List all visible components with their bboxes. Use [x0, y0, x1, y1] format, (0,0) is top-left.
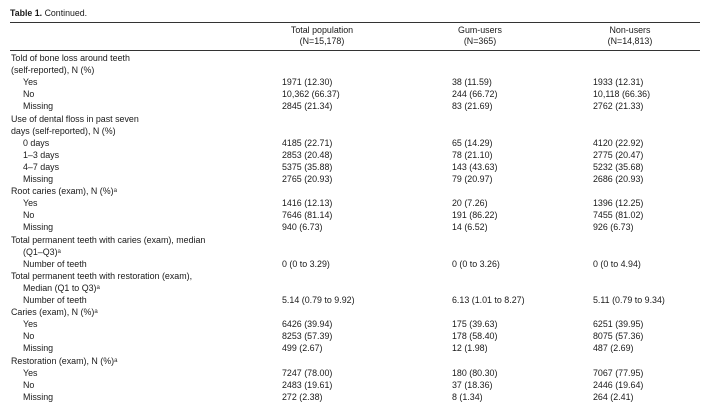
table-row [0, 150, 710, 161]
row-label: Missing [23, 101, 54, 112]
table-row [0, 295, 710, 306]
table-caption-suffix: Continued. [44, 8, 88, 18]
table-row [0, 247, 710, 258]
row-label: Yes [23, 319, 38, 330]
table-row [0, 174, 710, 185]
table-row [0, 53, 710, 64]
table-row [0, 186, 710, 197]
table-row [0, 259, 710, 270]
row-label: (Q1–Q3)ᵃ [23, 246, 61, 257]
row-label: No [23, 210, 35, 221]
row-label: No [23, 331, 35, 342]
table-row [0, 331, 710, 342]
table-row [0, 65, 710, 76]
cell-gum-users: 0 (0 to 3.26) [452, 258, 500, 269]
table-row [0, 368, 710, 379]
cell-gum-users: 6.13 (1.01 to 8.27) [452, 295, 525, 305]
cell-total-population: 2845 (21.34) [282, 101, 333, 112]
row-label: Use of dental floss in past seven [11, 113, 139, 124]
cell-non-users: 8075 (57.36) [593, 331, 644, 342]
row-label: Caries (exam), N (%)ᵃ [11, 307, 98, 318]
cell-non-users: 926 (6.73) [593, 222, 634, 233]
column-header-non-users [580, 25, 680, 47]
row-label: 0 days [23, 137, 50, 148]
row-label: Yes [23, 77, 38, 88]
cell-gum-users: 38 (11.59) [452, 77, 492, 88]
table-row [0, 114, 710, 125]
table-row [0, 77, 710, 88]
column-header-n: (N=365) [463, 36, 497, 46]
cell-total-population: 1416 (12.13) [282, 198, 333, 209]
table-row [0, 138, 710, 149]
row-label: Median (Q1 to Q3)ᵃ [23, 282, 100, 293]
row-label: Told of bone loss around teeth [11, 53, 130, 63]
cell-non-users: 487 (2.69) [593, 343, 634, 354]
cell-non-users: 2686 (20.93) [593, 174, 644, 184]
table-row [0, 343, 710, 354]
table-row [0, 210, 710, 221]
column-header-n: (N=14,813) [607, 36, 653, 46]
column-header-name: Non-users [609, 25, 651, 35]
cell-gum-users: 37 (18.36) [452, 379, 493, 390]
cell-gum-users: 83 (21.69) [452, 101, 493, 112]
cell-total-population: 2765 (20.93) [282, 174, 333, 184]
cell-total-population: 8253 (57.39) [282, 331, 333, 342]
header-bottom-rule [10, 50, 700, 51]
row-label: Missing [23, 174, 54, 184]
cell-gum-users: 14 (6.52) [452, 222, 488, 233]
column-header-gum-users [430, 25, 530, 47]
cell-total-population: 499 (2.67) [282, 343, 323, 354]
column-header-name: Total population [290, 25, 354, 35]
row-label: Restoration (exam), N (%)ᵃ [11, 355, 118, 366]
row-label: 1–3 days [23, 149, 60, 160]
cell-non-users: 264 (2.41) [593, 391, 634, 402]
cell-non-users: 7067 (77.95) [593, 367, 644, 378]
table-row [0, 89, 710, 100]
cell-total-population: 4185 (22.71) [282, 137, 333, 148]
cell-total-population: 0 (0 to 3.29) [282, 258, 330, 269]
table-row [0, 271, 710, 282]
cell-gum-users: 180 (80.30) [452, 367, 498, 378]
table-row [0, 222, 710, 233]
table-row [0, 162, 710, 173]
cell-gum-users: 143 (43.63) [452, 161, 498, 172]
cell-gum-users: 8 (1.34) [452, 391, 483, 402]
row-label: No [23, 379, 35, 390]
column-header-name: Gum-users [458, 25, 502, 35]
row-label: Missing [23, 391, 54, 402]
table-row [0, 307, 710, 318]
row-label: Number of teeth [23, 258, 87, 269]
table-row [0, 319, 710, 330]
table-row [0, 356, 710, 367]
row-label: Total permanent teeth with restoration (exam), [11, 270, 193, 281]
cell-non-users: 0 (0 to 4.94) [593, 258, 641, 269]
cell-gum-users: 244 (66.72) [452, 89, 498, 100]
column-header-n: (N=15,178) [299, 36, 345, 46]
cell-total-population: 1971 (12.30) [282, 77, 333, 88]
table-row [0, 392, 710, 403]
table-caption [10, 8, 87, 18]
cell-gum-users: 78 (21.10) [452, 149, 493, 160]
table-row [0, 101, 710, 112]
row-label: Missing [23, 343, 54, 354]
cell-non-users: 5232 (35.68) [593, 161, 644, 172]
cell-non-users: 6251 (39.95) [593, 319, 644, 330]
table-row [0, 198, 710, 209]
row-label: No [23, 89, 35, 100]
cell-gum-users: 191 (86.22) [452, 210, 498, 221]
column-header-total [262, 25, 382, 47]
row-label: days (self-reported), N (%) [11, 125, 116, 136]
row-label: (self-reported), N (%) [11, 65, 95, 76]
cell-non-users: 10,118 (66.36) [593, 89, 651, 100]
row-label: Yes [23, 198, 38, 209]
cell-total-population: 5.14 (0.79 to 9.92) [282, 295, 355, 305]
cell-non-users: 2775 (20.47) [593, 149, 644, 160]
cell-total-population: 7247 (78.00) [282, 367, 333, 378]
cell-gum-users: 175 (39.63) [452, 319, 498, 330]
cell-gum-users: 20 (7.26) [452, 198, 488, 209]
cell-non-users: 2446 (19.64) [593, 379, 644, 390]
cell-non-users: 5.11 (0.79 to 9.34) [593, 295, 665, 305]
cell-total-population: 272 (2.38) [282, 391, 323, 402]
cell-total-population: 2853 (20.48) [282, 149, 333, 160]
table-row [0, 126, 710, 137]
cell-gum-users: 178 (58.40) [452, 331, 498, 342]
cell-non-users: 1933 (12.31) [593, 77, 644, 88]
row-label: Total permanent teeth with caries (exam), median [11, 234, 206, 245]
table-row [0, 380, 710, 391]
cell-total-population: 10,362 (66.37) [282, 89, 340, 100]
cell-gum-users: 65 (14.29) [452, 137, 493, 148]
row-label: Number of teeth [23, 295, 87, 305]
table-number: Table 1. [10, 8, 43, 18]
cell-gum-users: 12 (1.98) [452, 343, 488, 354]
cell-total-population: 5375 (35.88) [282, 161, 333, 172]
cell-non-users: 4120 (22.92) [593, 137, 644, 148]
row-label: 4–7 days [23, 161, 60, 172]
cell-total-population: 2483 (19.61) [282, 379, 333, 390]
cell-non-users: 7455 (81.02) [593, 210, 644, 221]
table-row [0, 235, 710, 246]
cell-total-population: 7646 (81.14) [282, 210, 333, 221]
cell-gum-users: 79 (20.97) [452, 174, 493, 184]
cell-total-population: 6426 (39.94) [282, 319, 333, 330]
row-label: Missing [23, 222, 54, 233]
table-row [0, 283, 710, 294]
table-top-rule [10, 22, 700, 23]
cell-non-users: 2762 (21.33) [593, 101, 644, 112]
row-label: Root caries (exam), N (%)ᵃ [11, 186, 117, 197]
cell-non-users: 1396 (12.25) [593, 198, 644, 209]
row-label: Yes [23, 367, 38, 378]
cell-total-population: 940 (6.73) [282, 222, 323, 233]
